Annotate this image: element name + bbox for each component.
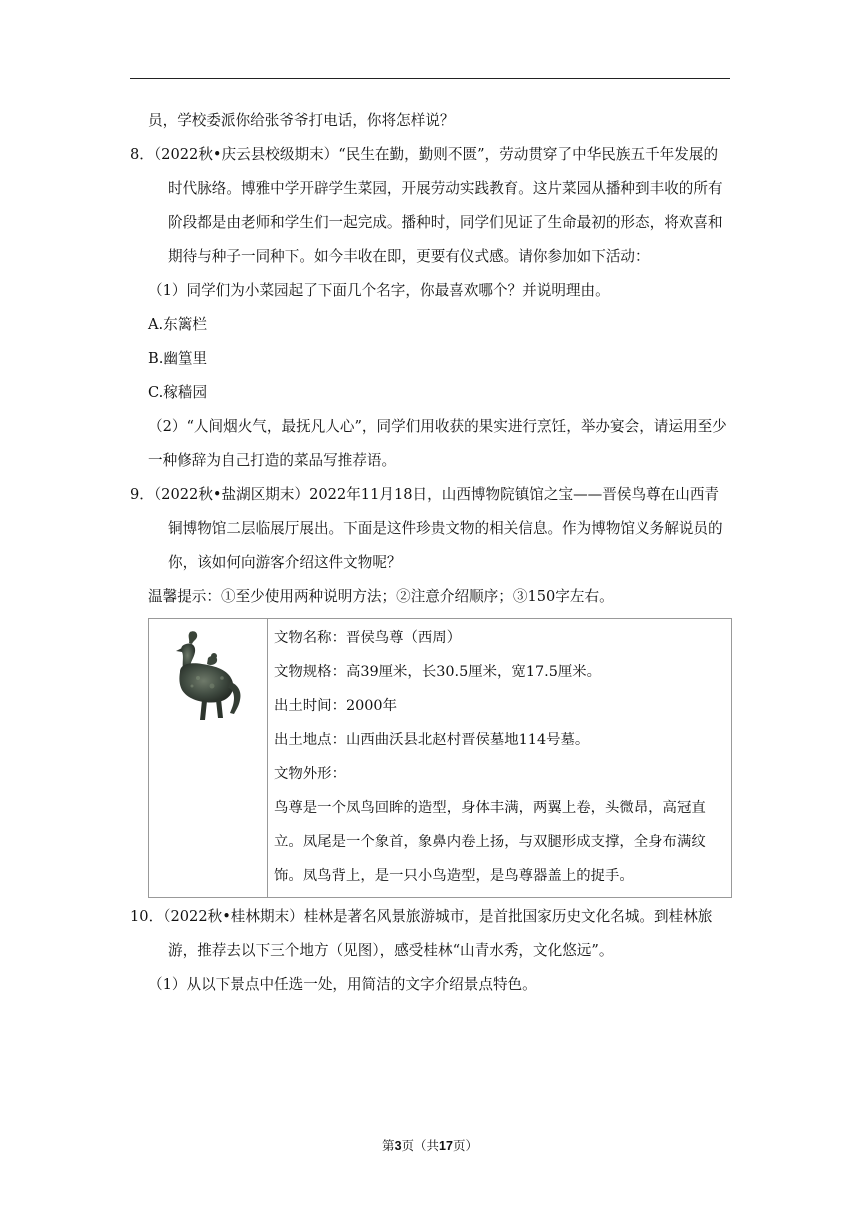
artifact-image-cell [149, 619, 268, 898]
q8-option-b: B.幽篁里 [148, 350, 208, 367]
q8-option-a: A.东篱栏 [148, 316, 207, 333]
question-10 [130, 900, 730, 1002]
page-content [130, 104, 730, 1002]
footer-post: 页） [452, 1138, 478, 1153]
artifact-excavation-place: 出土地点：山西曲沃县北赵村晋侯墓地114号墓。 [274, 732, 590, 748]
artifact-info-table [148, 618, 732, 898]
q9-stem: 9．（2022秋•盐湖区期末）2022年11月18日，山西博物院镇馆之宝——晋侯鸟尊在山西青铜博物馆二层临展厅展出。下面是这件珍贵文物的相关信息。作为博物馆义务解说员的你，该如何向游客介绍这件文物呢？ [130, 486, 723, 571]
q8-option-c: C.稼穑园 [148, 384, 208, 401]
q10-stem: 10．（2022秋•桂林期末）桂林是著名风景旅游城市，是首批国家历史文化名城。到桂林旅游，推荐去以下三个地方（见图），感受桂林“山青水秀，文化悠远”。 [130, 908, 713, 959]
artifact-info-cell [268, 619, 732, 898]
bronze-bird-vessel-image [168, 628, 248, 728]
footer-mid: 页（共 [401, 1138, 440, 1153]
q9-tip: 温馨提示：①至少使用两种说明方法；②注意介绍顺序；③150字左右。 [148, 588, 614, 605]
header-rule [130, 78, 730, 79]
artifact-spec: 文物规格：高39厘米，长30.5厘米，宽17.5厘米。 [274, 664, 602, 680]
footer-page-number: 3 [394, 1139, 402, 1153]
question-8 [130, 138, 730, 478]
page-footer [0, 1136, 860, 1154]
artifact-shape-label: 文物外形： [274, 766, 346, 782]
artifact-name: 文物名称：晋侯鸟尊（西周） [274, 630, 462, 646]
question-9 [130, 478, 730, 898]
footer-total-pages: 17 [439, 1139, 453, 1153]
q8-sub2: （2）“人间烟火气，最抚凡人心”，同学们用收获的果实进行烹饪，举办宴会，请运用至少一种修辞为自己打造的菜品写推荐语。 [148, 418, 727, 469]
q8-stem: 8．（2022秋•庆云县校级期末）“民生在勤，勤则不匮”，劳动贯穿了中华民族五千年发展的时代脉络。博雅中学开辟学生菜园，开展劳动实践教育。这片菜园从播种到丰收的所有阶段都是由老师和学生们一起完成。播种时，同学们见证了生命最初的形态，将欢喜和期待与种子一同种下。如今丰收在即，更要有仪式感。请你参加如下活动： [130, 146, 723, 265]
q10-sub1: （1）从以下景点中任选一处，用简洁的文字介绍景点特色。 [148, 976, 537, 993]
footer-pre: 第 [382, 1138, 395, 1153]
artifact-shape-description: 鸟尊是一个凤鸟回眸的造型，身体丰满，两翼上卷，头微昂，高冠直立。凤尾是一个象首，象鼻内卷上扬，与双腿形成支撑，全身布满纹饰。凤鸟背上，是一只小鸟造型，是鸟尊器盖上的捉手。 [274, 800, 706, 884]
q8-sub1: （1）同学们为小菜园起了下面几个名字，你最喜欢哪个？并说明理由。 [148, 282, 610, 299]
continuation-text: 员，学校委派你给张爷爷打电话，你将怎样说？ [148, 112, 455, 129]
artifact-excavation-time: 出土时间：2000年 [274, 698, 397, 714]
